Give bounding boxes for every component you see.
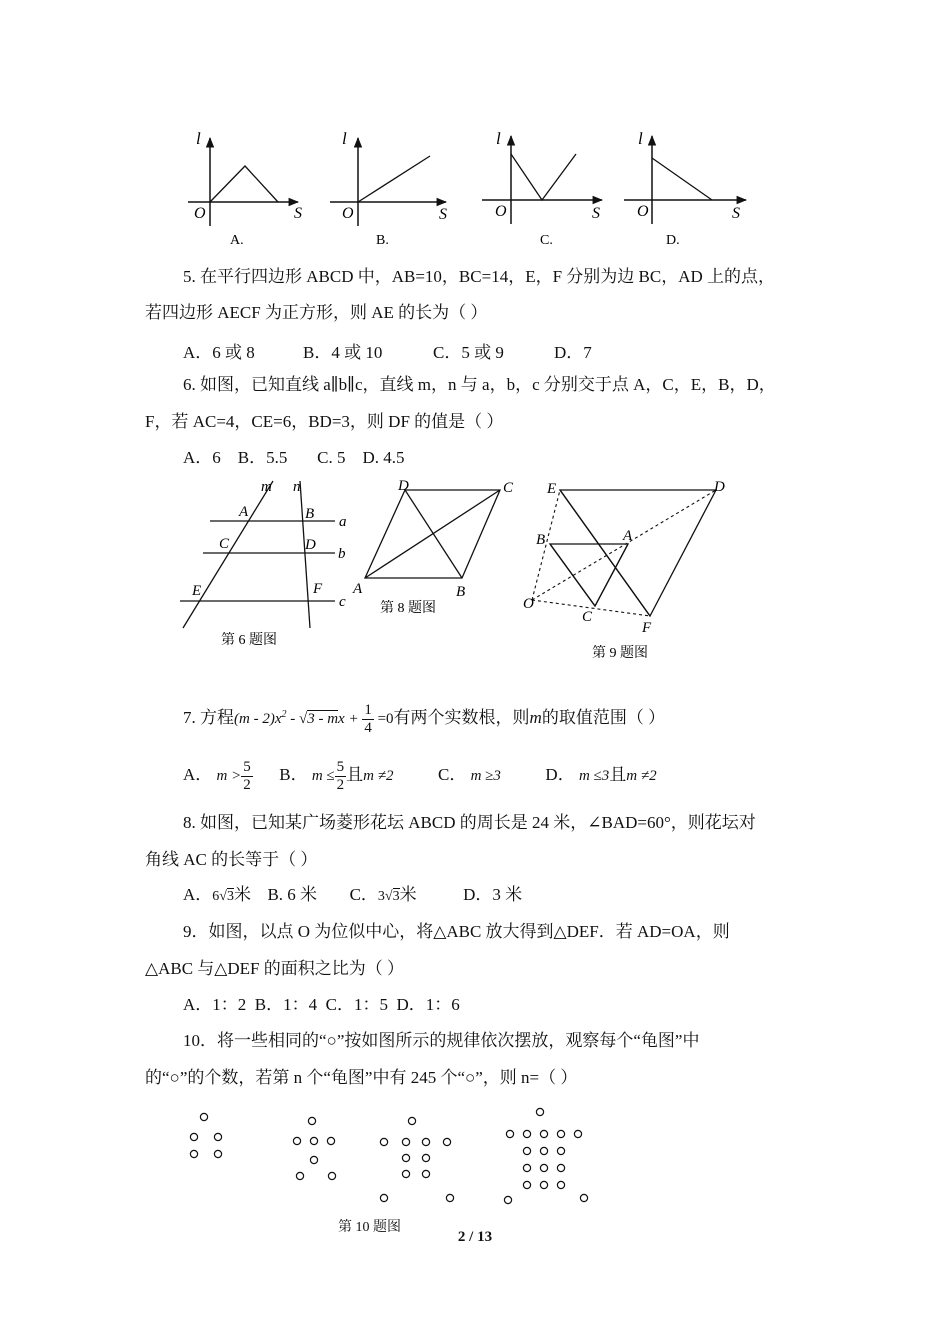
q6-options: A．6 B．5.5 C. 5 D. 4.5 [183,448,405,467]
q7-option-c-expr: m ≥3 [470,768,501,784]
graph-option-label: C. [540,233,553,248]
graph-option-c [478,126,608,246]
q8-option-b: B. 6 米 [267,885,318,904]
fig6-label-n: n [293,479,301,495]
q8-option-a-coef: 6 [212,889,220,904]
graph-origin: O [342,205,354,222]
q7-options [183,756,657,795]
q5-option-b: B．4 或 10 [303,343,383,362]
turtle-pattern-1 [190,1113,221,1157]
q10-line2: 的“○”的个数，若第 n 个“龟图”中有 245 个“○”，则 n=（ ） [145,1068,578,1087]
q10-line1: 10．将一些相同的“○”按如图所示的规律依次摆放，观察每个“龟图”中 [183,1031,700,1050]
q7-option-a-label: A． [183,765,213,784]
graph-option-label: D. [666,233,680,248]
q9-line2: △ABC 与△DEF 的面积之比为（ ） [145,959,404,978]
q5-option-a: A．6 或 8 [183,343,255,362]
q5-line2: 若四边形 AECF 为正方形，则 AE 的长为（ ） [145,303,488,322]
q7-option-b-tail: m ≠2 [363,768,394,784]
graph-origin: O [495,203,507,220]
q7-option-b-expr: m ≤ [311,768,335,784]
figure-8 [350,476,530,626]
q7-frac-num: 1 [364,702,372,719]
q7-option-a-expr: m > [216,768,242,784]
fig6-label-e: E [192,583,202,599]
q8-option-c-unit: 米 [399,885,417,904]
q7-option-a-num: 5 [243,758,251,775]
figure-9 [520,476,750,666]
q7-suffix-b: 的取值范围（ ） [541,708,666,727]
fig10-caption: 第 10 题图 [338,1220,401,1235]
q5-option-c: C．5 或 9 [433,343,504,362]
q8-option-c-label: C． [349,885,378,904]
fig6-label-line-c: c [339,594,346,610]
q9-line1: 9．如图，以点 O 为位似中心，将△ABC 放大得到△DEF．若 AD=OA，则 [183,922,730,941]
q7-option-b-num: 5 [336,758,345,775]
graph-option-label: B. [376,233,389,248]
q7-eq-sup: 2 [281,709,287,720]
q8-option-a-rad: 3 [226,889,234,904]
fig9-label-e: E [547,481,557,497]
q7-frac-den: 4 [364,720,372,737]
page-number: 2 / 13 [457,1229,493,1245]
q8-line1: 8. 如图，已知某广场菱形花坛 ABCD 的周长是 24 米，∠BAD=60°，则花坛对 [183,813,756,832]
q7-option-d-and: 且 [609,765,627,784]
fig6-label-f: F [313,581,323,597]
q8-option-c-coef: 3 [377,889,385,904]
graph-y-label: l [196,129,201,148]
q6-line2: F，若 AC=4，CE=6，BD=3，则 DF 的值是（ ） [145,412,504,431]
fig8-label-c: C [503,480,514,496]
q7-option-b-and: 且 [346,765,364,784]
turtle-pattern-2 [293,1117,335,1179]
graph-x-label: S [294,205,302,222]
fig9-label-b: B [536,532,546,548]
q7-eq-d: =0 [373,711,394,727]
fig9-label-a: A [623,528,633,544]
graph-y-label: l [342,129,347,148]
q8-option-c-rad: 3 [392,889,400,904]
fig6-label-line-a: a [339,514,347,530]
q7-suffix-a: 有两个实数根，则 [393,708,530,727]
fig9-label-d: D [714,479,725,495]
turtle-pattern-4 [504,1108,587,1203]
graph-option-b [322,126,452,246]
q7-eq-c: x + [338,711,363,727]
fig6-label-b: B [305,506,315,522]
q8-option-d: D．3 米 [463,885,523,904]
graph-option-a [180,126,310,246]
q7-eq-sqrt: 3 - m [307,711,339,727]
graph-y-label: l [496,129,501,148]
graph-x-label: S [439,206,447,223]
q7-option-b-den: 2 [336,776,345,793]
q7-option-c-label: C． [438,765,467,784]
q5-line1: 5. 在平行四边形 ABCD 中，AB=10，BC=14，E，F 分别为边 BC，AD 上的点， [183,267,776,286]
q8-option-a-label: A． [183,885,213,904]
fig8-label-b: B [456,584,466,600]
q7-option-d-expr: m ≤3 [578,768,610,784]
q7-option-a-den: 2 [243,776,251,793]
fig6-label-line-b: b [338,546,346,562]
fig6-label-a: A [239,504,249,520]
graph-origin: O [194,205,206,222]
q7-option-d-label: D． [545,765,575,784]
fig8-caption: 第 8 题图 [380,601,436,616]
graph-x-label: S [732,205,740,222]
graph-option-label: A. [230,233,244,248]
q7-option-b-label: B． [279,765,308,784]
graph-origin: O [637,203,649,220]
q5-option-d: D．7 [554,343,592,362]
q8-line2: 角线 AC 的长等于（ ） [145,850,318,869]
q7-eq-b: - [286,711,299,727]
fig6-label-m: m [261,479,272,495]
q7-eq-a: (m - 2)x [234,711,282,727]
figure-6 [175,476,365,651]
graph-option-d [620,126,750,246]
turtle-pattern-3 [380,1117,453,1201]
fig6-label-c: C [219,536,230,552]
q7-prefix: 7. 方程 [183,708,234,727]
fig8-label-a: A [353,581,363,597]
fig8-label-d: D [398,478,409,494]
graph-y-label: l [638,129,643,148]
fig9-caption: 第 9 题图 [592,646,648,661]
fig9-label-o: O [523,596,534,612]
fig6-caption: 第 6 题图 [221,633,277,648]
q7-option-d-tail: m ≠2 [626,768,657,784]
q7-suffix-m: m [529,708,542,727]
q6-line1: 6. 如图，已知直线 a∥b∥c，直线 m，n 与 a，b，c 分别交于点 A，C，E，B，D， [183,375,776,394]
fig9-label-c: C [582,609,593,625]
fig9-label-f: F [642,620,652,636]
q8-option-a-unit: 米 [233,885,251,904]
q9-options: A．1：2 B．1：4 C．1：5 D．1：6 [183,995,460,1014]
q8-options: A．6√3米 B. 6 米 C．3√3米 D．3 米 [183,885,523,904]
figure-10 [180,1104,630,1244]
graph-x-label: S [592,205,600,222]
fig6-label-d: D [305,537,316,553]
q7-line: 7. 方程$(m - 2)x^2 - √3$ - mx + $\frac{1}{4}$ =0有两个实数根，则m的取值范围（ ） [183,702,666,737]
